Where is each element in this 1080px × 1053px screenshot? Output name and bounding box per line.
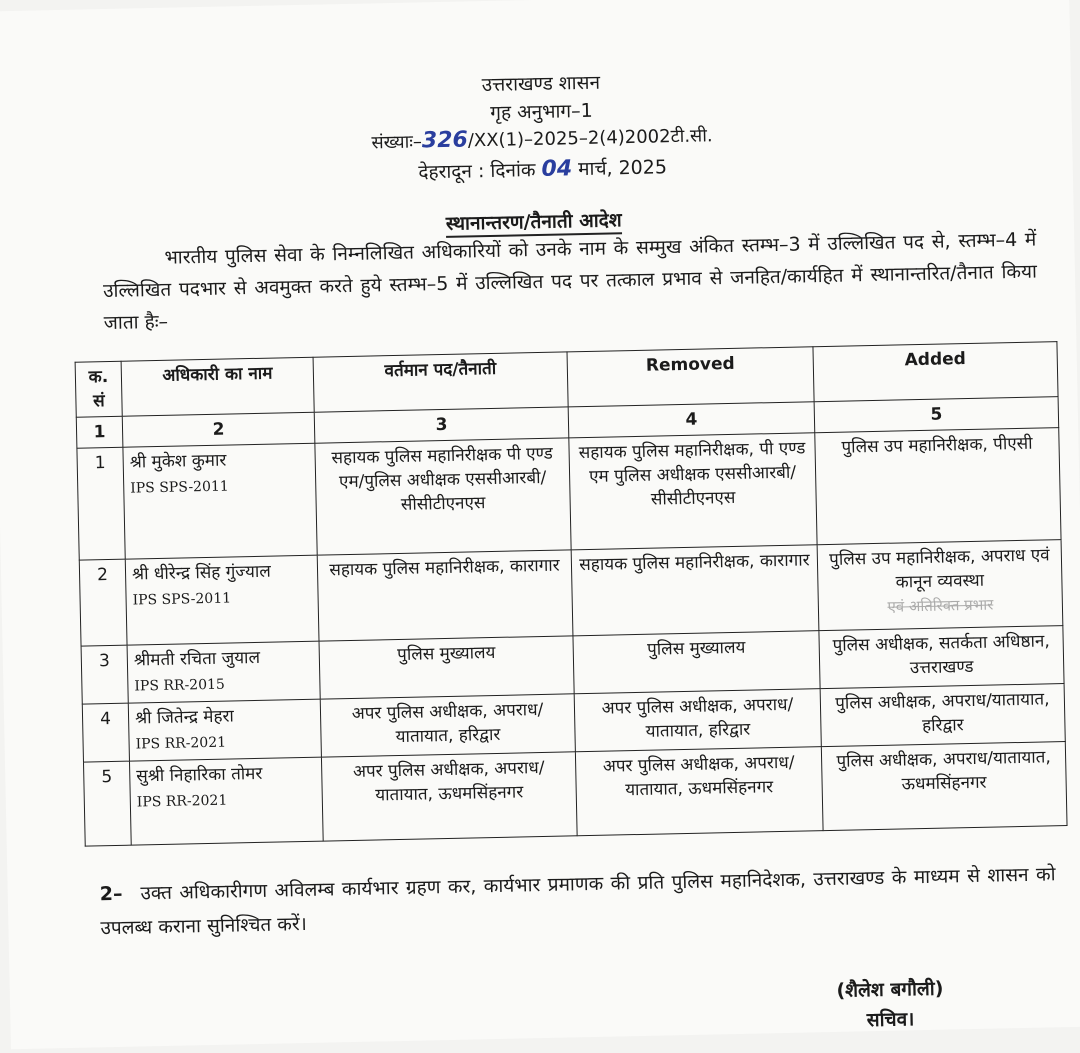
row-added-post bbox=[820, 684, 1065, 747]
header-added: Added bbox=[813, 342, 1058, 402]
row-officer bbox=[127, 641, 320, 703]
row-current-post: सहायक पुलिस महानिरीक्षक, कारागार bbox=[317, 550, 573, 641]
signatory-name: (शैलेश बगौली) bbox=[836, 977, 944, 1002]
officer-name: श्री जितेन्द्र मेहरा bbox=[134, 706, 235, 729]
officer-service: IPS RR-2015 bbox=[134, 676, 226, 695]
officer-service: IPS RR-2021 bbox=[135, 734, 227, 753]
added-post-text: पुलिस अधीक्षक, सतर्कता अधिष्ठान, उत्तराखण्ड bbox=[832, 631, 1050, 679]
row-current-post: पुलिस मुख्यालय bbox=[319, 636, 574, 699]
row-removed-charge: सहायक पुलिस महानिरीक्षक, पी एण्ड एम पुलिस अधीक्षक एससीआरबी/ सीसीटीएनएस bbox=[569, 433, 817, 550]
intro-paragraph: भारतीय पुलिस सेवा के निम्नलिखित अधिकारियों को उनके नाम के सम्मुख अंकित स्तम्भ–3 में उल्लिखित पद से, स्तम्भ–4 में उल्लिखित पदभार से अवमुक्त करते हुये स्तम्भ–5 में उल्लिखित पद पर तत्काल प्रभाव से जनहित/कार्यहित में स्थानान्तरित/तैनात किया जाता हैः– bbox=[102, 228, 1038, 335]
closing-paragraph-text: उक्त अधिकारीगण अविलम्ब कार्यभार ग्रहण कर, कार्यभार प्रमाणक की प्रति पुलिस महानिदेशक, उत्तराखण्ड के माध्यम से शासन को उपलब्ध कराना सुनिश्चित करें। bbox=[100, 863, 1056, 940]
row-added-post bbox=[815, 428, 1061, 545]
officer-service: IPS RR-2021 bbox=[136, 792, 228, 811]
closing-paragraph bbox=[99, 857, 1056, 945]
header-name: अधिकारी का नाम bbox=[121, 357, 314, 416]
header-removed: Removed bbox=[567, 347, 814, 407]
header-sno: क. सं bbox=[75, 361, 122, 417]
signature-block bbox=[790, 973, 991, 1037]
row-sno: 3 bbox=[81, 645, 128, 704]
row-added-post bbox=[817, 540, 1063, 631]
column-number: 2 bbox=[122, 412, 315, 447]
officer-service: IPS SPS-2011 bbox=[132, 590, 232, 609]
row-officer bbox=[129, 757, 323, 845]
row-officer bbox=[128, 699, 321, 761]
date-suffix: मार्च, 2025 bbox=[577, 156, 668, 181]
date-prefix: देहरादून : दिनांक bbox=[418, 159, 536, 184]
row-removed-charge: पुलिस मुख्यालय bbox=[573, 631, 820, 694]
added-post-struck-text: एवं अतिरिक्त प्रभार bbox=[887, 595, 994, 616]
officer-name: सुश्री निहारिका तोमर bbox=[136, 763, 263, 787]
paragraph-number: 2– bbox=[99, 882, 123, 906]
date-handwritten: 04 bbox=[541, 156, 573, 182]
signatory-designation: सचिव। bbox=[866, 1008, 915, 1032]
row-current-post: अपर पुलिस अधीक्षक, अपराध/यातायात, ऊधमसिंहनगर bbox=[321, 752, 577, 841]
table-row bbox=[77, 428, 1061, 561]
column-number: 4 bbox=[568, 402, 815, 438]
row-sno: 2 bbox=[79, 559, 127, 646]
row-added-post bbox=[821, 742, 1067, 831]
government-heading: उत्तराखण्ड शासन bbox=[481, 71, 601, 97]
officer-name: श्री मुकेश कुमार bbox=[129, 450, 227, 473]
column-number: 3 bbox=[314, 407, 569, 443]
order-title-text: स्थानान्तरण/तैनाती आदेश bbox=[446, 209, 622, 238]
row-sno: 4 bbox=[82, 703, 129, 762]
row-removed-charge: अपर पुलिस अधीक्षक, अपराध/यातायात, हरिद्वार bbox=[574, 689, 821, 752]
order-number-handwritten: 326 bbox=[421, 127, 469, 154]
section-heading: गृह अनुभाग–1 bbox=[490, 99, 593, 124]
added-post-text: पुलिस अधीक्षक, अपराध/यातायात, हरिद्वार bbox=[835, 689, 1050, 737]
row-removed-charge: सहायक पुलिस महानिरीक्षक, कारागार bbox=[571, 545, 819, 636]
row-added-post bbox=[819, 626, 1064, 689]
officer-name: श्री धीरेन्द्र सिंह गुंज्याल bbox=[131, 561, 272, 585]
row-officer bbox=[125, 555, 319, 645]
officer-name: श्रीमती रचिता जुयाल bbox=[133, 647, 261, 671]
added-post-text: पुलिस अधीक्षक, अपराध/यातायात, ऊधमसिंहनगर bbox=[836, 747, 1051, 795]
order-number-prefix: संख्याः– bbox=[371, 131, 423, 154]
header-current: वर्तमान पद/तैनाती bbox=[313, 352, 568, 412]
column-number: 1 bbox=[76, 416, 123, 448]
added-post-text: पुलिस उप महानिरीक्षक, पीएसी bbox=[841, 433, 1033, 458]
officer-service: IPS SPS-2011 bbox=[130, 478, 229, 497]
row-sno: 1 bbox=[77, 447, 125, 560]
row-officer bbox=[123, 443, 317, 559]
column-number: 5 bbox=[814, 397, 1059, 433]
row-current-post: अपर पुलिस अधीक्षक, अपराध/यातायात, हरिद्वार bbox=[320, 694, 575, 757]
row-current-post: सहायक पुलिस महानिरीक्षक पी एण्ड एम/पुलिस अधीक्षक एससीआरबी/सीसीटीएनएस bbox=[315, 438, 571, 555]
row-sno: 5 bbox=[83, 761, 131, 846]
added-post-text: पुलिस उप महानिरीक्षक, अपराध एवं कानून व्यवस्था bbox=[828, 545, 1050, 593]
transfer-table bbox=[75, 341, 1068, 846]
row-removed-charge: अपर पुलिस अधीक्षक, अपराध/यातायात, ऊधमसिंहनगर bbox=[575, 747, 823, 836]
order-number-suffix: /XX(1)–2025–2(4)2002टी.सी. bbox=[467, 125, 713, 152]
